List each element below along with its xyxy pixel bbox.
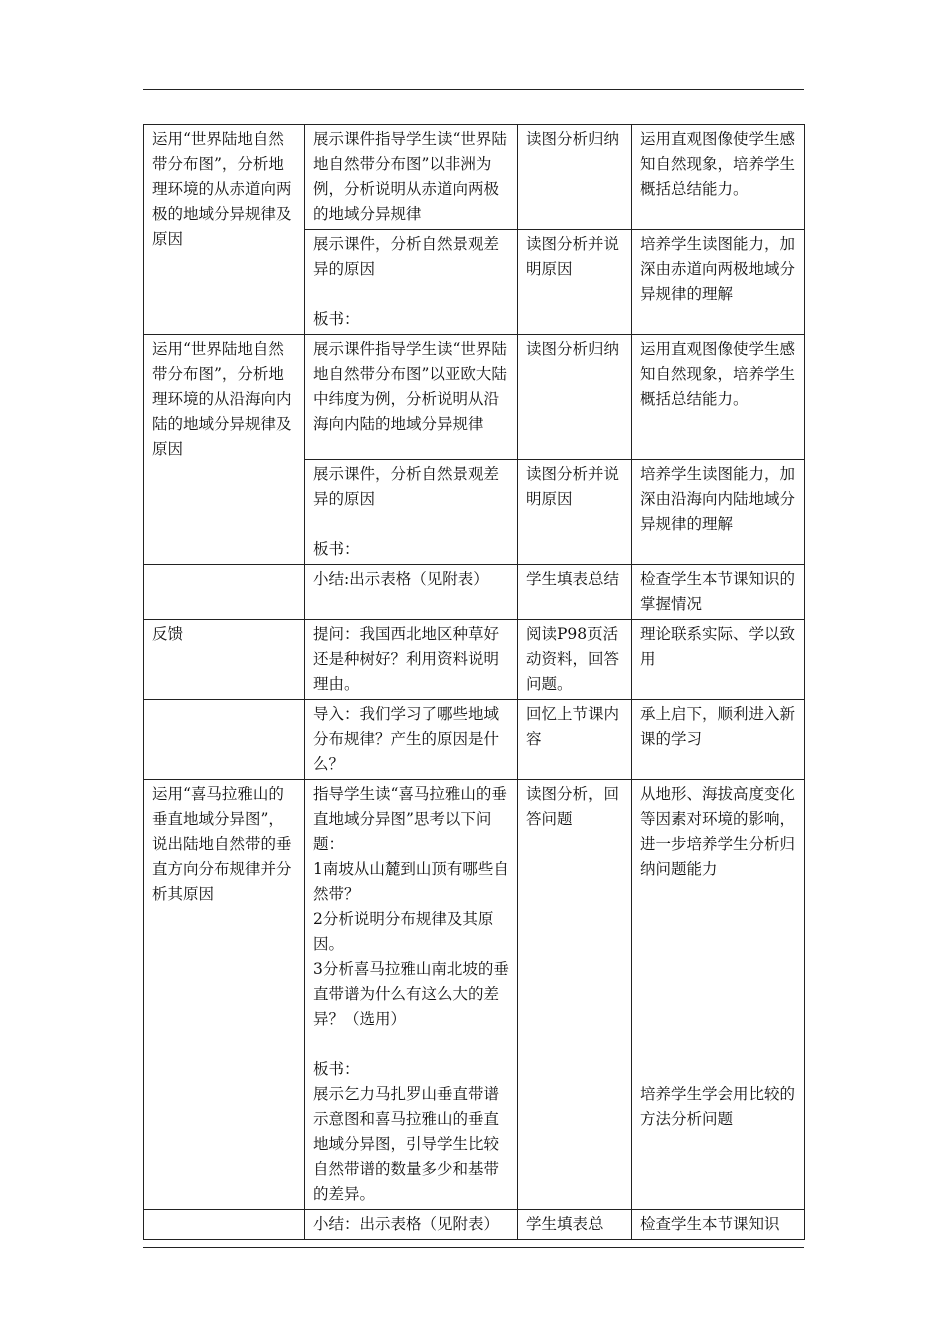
- student-text: 回忆上节课内容: [526, 705, 620, 748]
- intent-text: 培养学生读图能力，加深由赤道向两极地域分异规律的理解: [640, 235, 796, 303]
- activity-text: 展示课件指导学生读“世界陆地自然带分布图”以亚欧大陆中纬度为例，分析说明从沿海向内陆的地域分异规律: [313, 340, 507, 433]
- student-text: 读图分析归纳: [526, 340, 620, 358]
- student-cell: [518, 700, 632, 780]
- intent-text: 运用直观图像使学生感知自然现象，培养学生概括总结能力。: [640, 130, 796, 198]
- objective-text: 运用“世界陆地自然带分布图”，分析地理环境的从沿海向内陆的地域分异规律及原因: [152, 340, 292, 458]
- activity-cell: [305, 565, 518, 620]
- activity-text-after: 展示乞力马扎罗山垂直带谱示意图和喜马拉雅山的垂直地域分异图，引导学生比较自然带谱的数量多少和基带的差异。: [313, 1085, 500, 1203]
- objective-text: 运用“世界陆地自然带分布图”，分析地理环境的从赤道向两极的地域分异规律及原因: [152, 130, 292, 248]
- student-cell: [518, 460, 632, 565]
- activity-cell: [305, 780, 518, 1210]
- student-cell: [518, 620, 632, 700]
- objective-cell: [144, 700, 305, 780]
- intent-cell: [632, 620, 805, 700]
- activity-cell: [305, 335, 518, 460]
- table-row: [144, 335, 805, 460]
- student-cell: [518, 230, 632, 335]
- intent-text: 检查学生本节课知识: [640, 1215, 780, 1233]
- intent-cell: [632, 700, 805, 780]
- objective-cell: [144, 1210, 305, 1240]
- intent-text: 检查学生本节课知识的掌握情况: [640, 570, 796, 613]
- objective-cell: [144, 335, 305, 565]
- question-2: 2分析说明分布规律及其原因。: [313, 910, 494, 953]
- activity-cell: [305, 460, 518, 565]
- board-note: 板书：: [313, 540, 360, 558]
- student-text: 读图分析并说明原因: [526, 465, 620, 508]
- activity-text: 导入：我们学习了哪些地域分布规律？产生的原因是什么？: [313, 705, 500, 773]
- question-3: 3分析喜马拉雅山南北坡的垂直带谱为什么有这么大的差异？（选用）: [313, 960, 509, 1028]
- activity-text: 展示课件，分析自然景观差异的原因: [313, 235, 500, 278]
- activity-text: 指导学生读“喜马拉雅山的垂直地域分异图”思考以下问题：: [313, 785, 507, 853]
- intent-cell: [632, 125, 805, 230]
- intent-cell: [632, 780, 805, 1210]
- intent-cell: [632, 460, 805, 565]
- question-1: 1南坡从山麓到山顶有哪些自然带？: [313, 860, 509, 903]
- objective-cell: [144, 780, 305, 1210]
- intent-cell: [632, 565, 805, 620]
- student-cell: [518, 335, 632, 460]
- student-cell: [518, 125, 632, 230]
- intent-text: 培养学生读图能力，加深由沿海向内陆地域分异规律的理解: [640, 465, 796, 533]
- activity-cell: [305, 230, 518, 335]
- intent-text-after: 培养学生学会用比较的方法分析问题: [640, 1085, 796, 1128]
- intent-text: 运用直观图像使学生感知自然现象，培养学生概括总结能力。: [640, 340, 796, 408]
- objective-cell: [144, 620, 305, 700]
- student-cell: [518, 565, 632, 620]
- student-text: 学生填表总结: [526, 570, 620, 588]
- intent-cell: [632, 335, 805, 460]
- activity-cell: [305, 700, 518, 780]
- objective-cell: [144, 125, 305, 335]
- intent-cell: [632, 230, 805, 335]
- intent-text: 从地形、海拔高度变化等因素对环境的影响，进一步培养学生分析归纳问题能力: [640, 785, 796, 878]
- activity-text: 小结：出示表格（见附表）: [313, 1215, 500, 1233]
- footer-rule: [143, 1247, 804, 1248]
- intent-text: 理论联系实际、学以致用: [640, 625, 796, 668]
- activity-text: 展示课件，分析自然景观差异的原因: [313, 465, 500, 508]
- table-row: [144, 1210, 805, 1240]
- student-text: 学生填表总: [526, 1215, 604, 1233]
- intent-text: 承上启下，顺利进入新课的学习: [640, 705, 796, 748]
- activity-text: 提问：我国西北地区种草好还是种树好？利用资料说明理由。: [313, 625, 500, 693]
- student-text: 读图分析并说明原因: [526, 235, 620, 278]
- student-text: 读图分析，回答问题: [526, 785, 620, 828]
- objective-cell: [144, 565, 305, 620]
- student-text: 读图分析归纳: [526, 130, 620, 148]
- objective-text: 反馈: [152, 625, 184, 643]
- activity-text: 小结:出示表格（见附表）: [313, 570, 489, 588]
- activity-cell: [305, 620, 518, 700]
- activity-text: 展示课件指导学生读“世界陆地自然带分布图”以非洲为例，分析说明从赤道向两极的地域分异规律: [313, 130, 507, 223]
- board-note: 板书：: [313, 1060, 360, 1078]
- table-row: [144, 780, 805, 1210]
- objective-text: 运用“喜马拉雅山的垂直地域分异图”，说出陆地自然带的垂直方向分布规律并分析其原因: [152, 785, 292, 903]
- table-row: [144, 565, 805, 620]
- board-note: 板书：: [313, 310, 360, 328]
- activity-cell: [305, 125, 518, 230]
- table-row: [144, 700, 805, 780]
- student-text: 阅读P98页活动资料，回答问题。: [526, 625, 620, 693]
- header-rule: [143, 89, 804, 90]
- activity-cell: [305, 1210, 518, 1240]
- lesson-plan-table: [143, 124, 805, 1240]
- student-cell: [518, 1210, 632, 1240]
- student-cell: [518, 780, 632, 1210]
- table-row: [144, 620, 805, 700]
- intent-cell: [632, 1210, 805, 1240]
- table-row: [144, 125, 805, 230]
